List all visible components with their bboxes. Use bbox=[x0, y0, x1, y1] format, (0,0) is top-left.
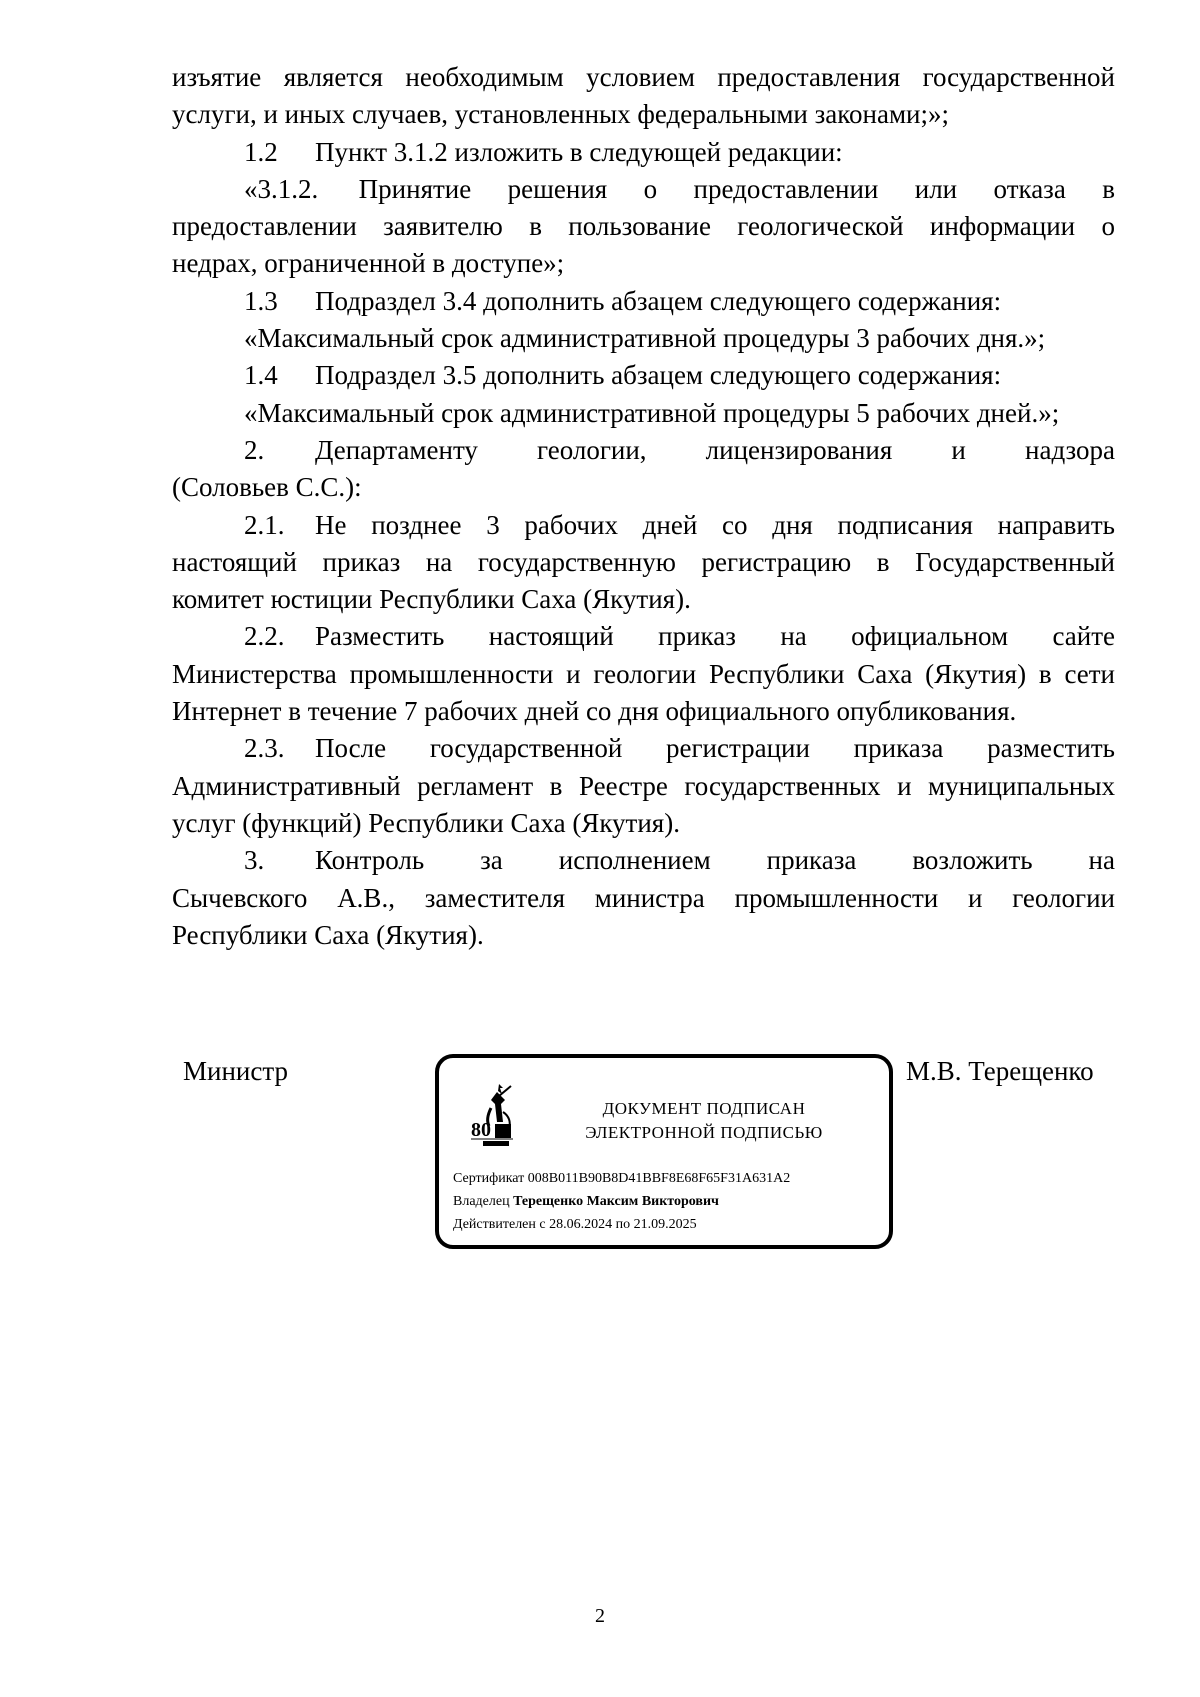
svg-text:80: 80 bbox=[471, 1119, 491, 1141]
quote-line: «Максимальный срок административной процедуры 3 рабочих дня.»; bbox=[244, 323, 1046, 354]
clause-2 bbox=[172, 432, 1115, 469]
signatory-position: Министр bbox=[183, 1056, 288, 1086]
paragraph-line: Сычевского А.В., заместителя министра промышленности и геологии bbox=[172, 882, 1115, 913]
valid-label: Действителен с bbox=[453, 1217, 546, 1232]
clause-text: Департаменту геологии, лицензирования и надзора bbox=[315, 434, 1115, 465]
paragraph-line: настоящий приказ на государственную регистрацию в Государственный bbox=[172, 546, 1115, 577]
clause-number: 2.1. bbox=[244, 509, 285, 540]
quote-3-1-2-line bbox=[172, 171, 1115, 208]
clause-text: Контроль за исполнением приказа возложить на bbox=[315, 845, 1115, 876]
clause-text: После государственной регистрации приказа разместить bbox=[315, 733, 1115, 764]
stamp-validity bbox=[453, 1216, 697, 1234]
quote-number: «3.1.2. bbox=[244, 173, 319, 204]
victory-80-emblem-icon bbox=[469, 1082, 519, 1148]
signatory-name: М.В. Терещенко bbox=[906, 1056, 1094, 1086]
valid-to: 21.09.2025 bbox=[633, 1217, 697, 1232]
paragraph-line: услуги, и иных случаев, установленных федеральными законами;»; bbox=[172, 99, 950, 130]
document-body bbox=[172, 59, 1115, 954]
clause-text: Подраздел 3.5 дополнить абзацем следующего содержания: bbox=[315, 360, 1002, 391]
clause-text: Пункт 3.1.2 изложить в следующей редакции: bbox=[315, 136, 843, 167]
clause-text: Разместить настоящий приказ на официальном сайте bbox=[315, 621, 1115, 652]
paragraph-line: Республики Саха (Якутия). bbox=[172, 919, 484, 950]
clause-number: 3. bbox=[244, 845, 265, 876]
clause-1-4 bbox=[172, 357, 1115, 394]
clause-1-2 bbox=[172, 134, 1115, 171]
page-number: 2 bbox=[595, 1605, 605, 1627]
paragraph-line: изъятие является необходимым условием предоставления государственной bbox=[172, 62, 1115, 92]
owner-label: Владелец bbox=[453, 1194, 510, 1209]
paragraph-line: комитет юстиции Республики Саха (Якутия). bbox=[172, 584, 691, 615]
clause-2-2 bbox=[172, 618, 1115, 655]
stamp-certificate bbox=[453, 1170, 790, 1188]
clause-number: 2.3. bbox=[244, 733, 285, 764]
electronic-signature-stamp bbox=[435, 1054, 893, 1249]
clause-number: 2. bbox=[244, 434, 265, 465]
clause-number: 2.2. bbox=[244, 621, 285, 652]
clause-text: Подраздел 3.4 дополнить абзацем следующего содержания: bbox=[315, 285, 1002, 316]
paragraph-line: (Соловьев С.С.): bbox=[172, 472, 362, 503]
clause-2-3 bbox=[172, 730, 1115, 767]
paragraph-line: предоставлении заявителю в пользование геологической информации о bbox=[172, 211, 1115, 242]
stamp-owner bbox=[453, 1193, 719, 1211]
clause-number: 1.3 bbox=[244, 285, 278, 316]
paragraph-line: услуг (функций) Республики Саха (Якутия). bbox=[172, 807, 680, 838]
owner-value: Терещенко Максим Викторович bbox=[513, 1194, 719, 1209]
clause-3 bbox=[172, 842, 1115, 879]
clause-2-1 bbox=[172, 507, 1115, 544]
quote-text: Принятие решения о предоставлении или отказа в bbox=[358, 173, 1116, 204]
paragraph-line: Министерства промышленности и геологии Республики Саха (Якутия) в сети bbox=[172, 658, 1115, 689]
quote-line: «Максимальный срок административной процедуры 5 рабочих дней.»; bbox=[244, 397, 1060, 428]
clause-text: Не позднее 3 рабочих дней со дня подписания направить bbox=[315, 509, 1115, 540]
valid-to-label: по bbox=[615, 1217, 631, 1232]
clause-number: 1.4 bbox=[244, 360, 278, 391]
certificate-label: Сертификат bbox=[453, 1171, 525, 1186]
certificate-value: 008B011B90B8D41BBF8E68F65F31A631A2 bbox=[527, 1171, 791, 1186]
paragraph-line: Интернет в течение 7 рабочих дней со дня официального опубликования. bbox=[172, 696, 1017, 727]
stamp-title: ДОКУМЕНТ ПОДПИСАН bbox=[602, 1099, 806, 1118]
paragraph-line: Административный регламент в Реестре государственных и муниципальных bbox=[172, 770, 1115, 801]
clause-1-3 bbox=[172, 283, 1115, 320]
clause-number: 1.2 bbox=[244, 136, 278, 167]
paragraph-line: недрах, ограниченной в доступе»; bbox=[172, 248, 565, 279]
stamp-subtitle: ЭЛЕКТРОННОЙ ПОДПИСЬЮ bbox=[585, 1123, 823, 1142]
valid-from: 28.06.2024 bbox=[549, 1217, 613, 1232]
